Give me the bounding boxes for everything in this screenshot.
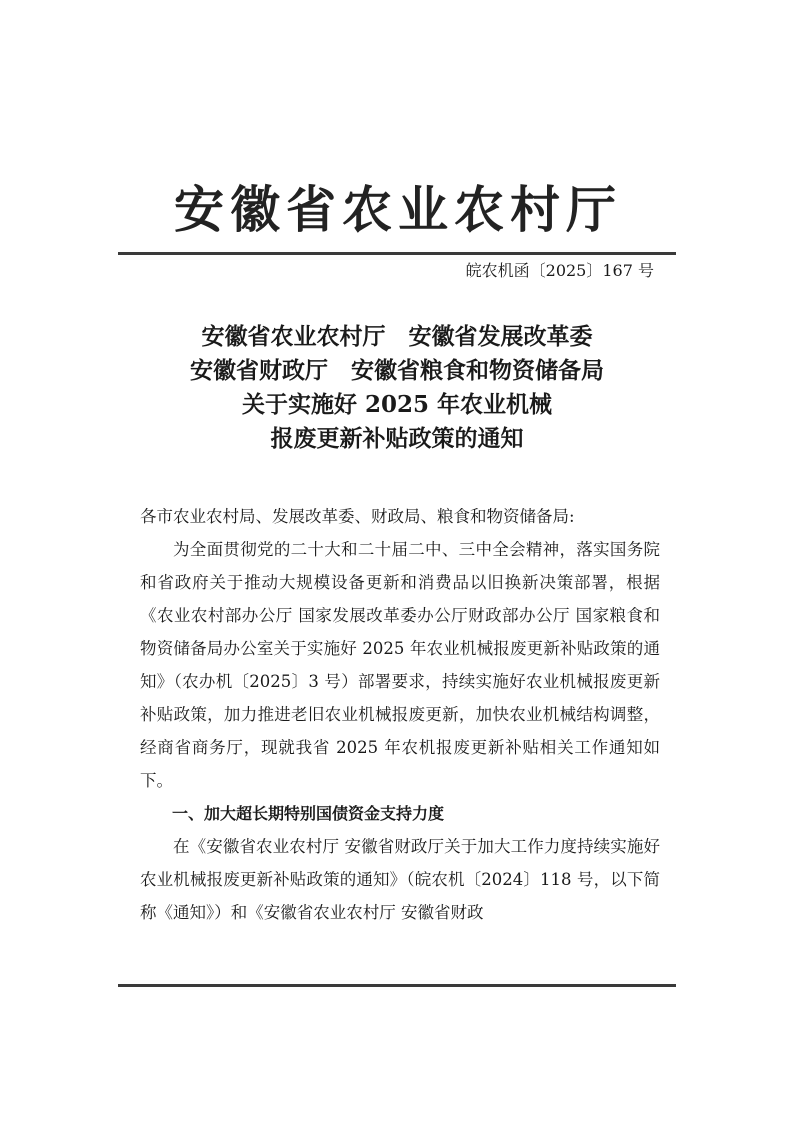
title-line-1: 安徽省农业农村厅 安徽省发展改革委	[201, 323, 593, 350]
title-line-4: 报废更新补贴政策的通知	[270, 425, 524, 452]
paragraph-intro: 为全面贯彻党的二十大和二十届二中、三中全会精神，落实国务院和省政府关于推动大规模设备更新和消费品以旧换新决策部署，根据《农业农村部办公厅 国家发展改革委办公厅财政部办公厅 国家粮食和物资储备局办公室关于实施好 2025 年农业机械报废更新补贴政策的通知》（农办机〔2025〕3 号）部署要求，持续实施好农业机械报废更新补贴政策，加力推进老旧农业机械报废更新，加快农业机械结构调整，经商省商务厅，现就我省 2025 年农机报废更新补贴相关工作通知如下。	[140, 540, 660, 790]
salutation: 各市农业农村局、发展改革委、财政局、粮食和物资储备局:	[140, 507, 575, 526]
agency-name-header: 安徽省农业农村厅	[174, 180, 622, 239]
header-divider	[118, 252, 676, 255]
document-body	[140, 500, 660, 929]
document-title	[118, 320, 676, 456]
paragraph-section-1: 在《安徽省农业农村厅 安徽省财政厅关于加大工作力度持续实施好农业机械报废更新补贴政策的通知》（皖农机〔2024〕118 号，以下简称《通知》）和《安徽省农业农村厅 安徽省财政	[140, 837, 660, 922]
title-line-3: 关于实施好 2025 年农业机械	[241, 391, 553, 418]
document-number: 皖农机函〔2025〕167 号	[465, 261, 654, 280]
footer-divider	[118, 984, 676, 987]
title-line-2: 安徽省财政厅 安徽省粮食和物资储备局	[190, 357, 604, 384]
section-heading-1: 一、加大超长期特别国债资金支持力度	[172, 804, 445, 823]
